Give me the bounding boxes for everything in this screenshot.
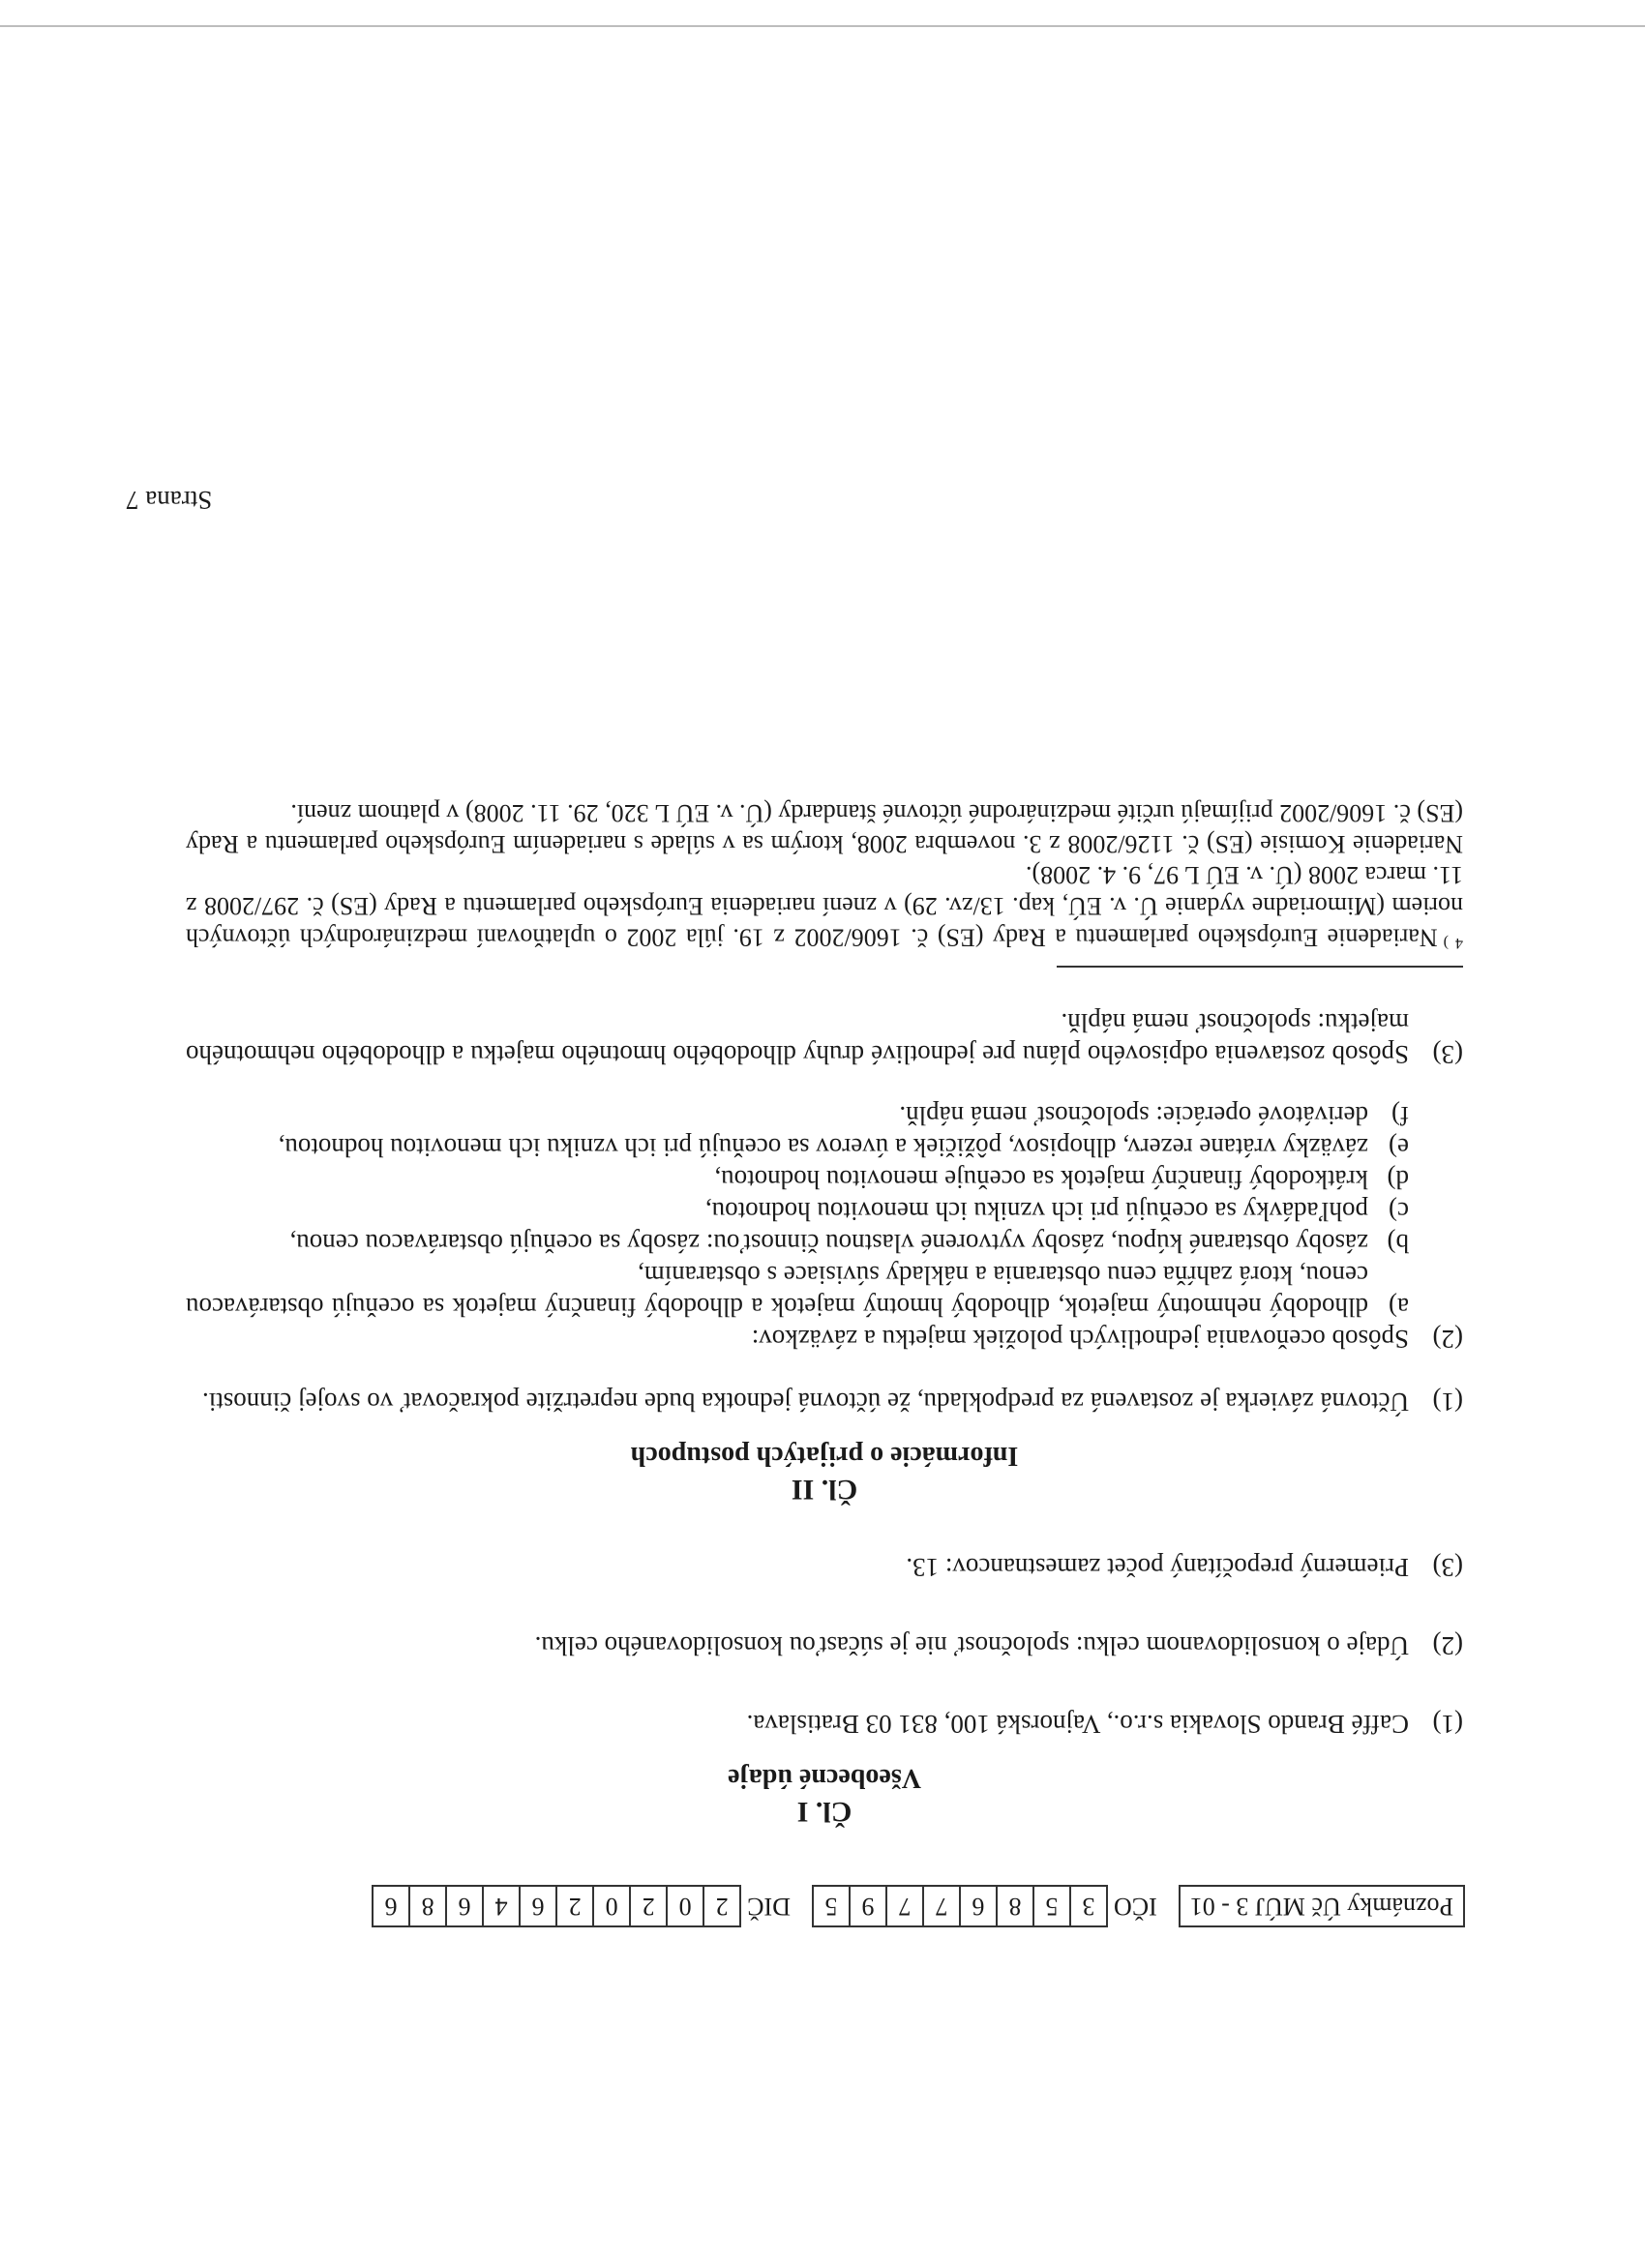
dic-digit: 6 <box>519 1885 557 1927</box>
dic-digit: 2 <box>703 1885 741 1927</box>
list-item-text: záväzky vrátane rezerv, dlhopisov, pôžičiek a úverov sa oceňujú pri ich vzniku ich menovitou hodnotou, <box>278 1133 1368 1162</box>
ico-digit: 5 <box>1032 1885 1071 1927</box>
paragraph-number: (2) <box>1432 1325 1463 1354</box>
footnote-mark: 4 ) <box>1443 935 1463 951</box>
ico-digit: 7 <box>922 1885 961 1927</box>
paragraph-text: Caffé Brando Slovakia s.r.o., Vajnorská 100, 831 03 Bratislava. <box>746 1710 1409 1739</box>
paragraph-text: Údaje o konsolidovanom celku: spoločnosť nie je súčasťou konsolidovaného celku. <box>534 1631 1409 1660</box>
footnote-continued: Nariadenie Komisie (ES) č. 1126/2008 z 3. novembra 2008, ktorým sa v súlade s nariadením Európskeho parlamentu a Rady (ES) č. 1606/2002 prijímajú určité medzinárodné účtovné štandardy (Ú. v. EÚ L 320, 29. 11. 2008) v platnom znení. <box>186 799 1463 859</box>
list-item-text: zásoby obstarané kúpou, zásoby vytvorené vlastnou činnosťou: zásoby sa oceňujú obstarávacou cenou, <box>289 1229 1368 1258</box>
list-item <box>186 1227 1409 1259</box>
paragraph-number: (3) <box>1432 1040 1463 1069</box>
paragraph-number: (1) <box>1432 1710 1463 1739</box>
scan-edge-line <box>0 25 1645 27</box>
paragraph <box>186 1386 1463 1418</box>
ico-digit: 5 <box>812 1885 851 1927</box>
list-item-letter: f) <box>1391 1101 1409 1130</box>
section-subheading: Informácie o prijatých postupoch <box>630 1441 1019 1471</box>
list-item <box>186 1259 1409 1323</box>
paragraph <box>186 1099 1463 1355</box>
ico-digit: 8 <box>996 1885 1034 1927</box>
paragraph <box>186 1629 1463 1661</box>
list-item <box>186 1099 1409 1131</box>
list-item-letter: e) <box>1389 1133 1409 1162</box>
dic-digit: 6 <box>372 1885 410 1927</box>
list-item <box>186 1195 1409 1227</box>
list-item-letter: d) <box>1387 1165 1409 1194</box>
paragraph <box>186 1006 1463 1070</box>
footnote-divider <box>1057 966 1463 968</box>
paragraph-text: Účtovná závierka je zostavená za predpokladu, že účtovná jednotka bude nepretržite pokračovať vo svojej činnosti. <box>201 1388 1409 1417</box>
page-number: Strana 7 <box>126 486 213 515</box>
ico-digit: 9 <box>849 1885 887 1927</box>
list-item-text: pohľadávky sa oceňujú pri ich vzniku ich menovitou hodnotou, <box>704 1197 1368 1226</box>
footnote <box>186 859 1463 958</box>
list-item-text: derivátové operácie: spoločnosť nemá náplň. <box>899 1101 1368 1130</box>
paragraph-number: (3) <box>1432 1553 1463 1582</box>
list-item-letter: a) <box>1389 1293 1409 1322</box>
section-subheading: Všeobecné údaje <box>728 1763 921 1793</box>
paragraph-number: (2) <box>1432 1631 1463 1660</box>
ico-digit: 3 <box>1069 1885 1108 1927</box>
dic-digit: 2 <box>629 1885 668 1927</box>
list-item-text: dlhodobý nehmotný majetok, dlhodobý hmotný majetok a dlhodobý finančný majetok sa oceňujú obstarávacou cenou, ktorá zahŕňa cenu obstarania a náklady súvisiace s obstaraním, <box>186 1261 1368 1322</box>
dic-digit: 6 <box>445 1885 484 1927</box>
dic-digit: 4 <box>482 1885 521 1927</box>
dic-digit: 2 <box>555 1885 594 1927</box>
dic-digit: 0 <box>592 1885 631 1927</box>
list-item-text: krátkodobý finančný majetok sa oceňuje menovitou hodnotou, <box>714 1165 1368 1194</box>
ico-label: IČO <box>1113 1893 1157 1921</box>
section-general <box>186 1551 1463 1829</box>
section-heading: Čl. II <box>791 1474 858 1506</box>
paragraph-number: (1) <box>1432 1388 1463 1417</box>
list-item <box>186 1163 1409 1195</box>
document-body <box>186 797 1463 1858</box>
paragraph-text: Priemerný prepočítaný počet zamestnancov: 13. <box>906 1553 1409 1582</box>
list-item-letter: b) <box>1387 1229 1409 1258</box>
footnote-text: Nariadenie Európskeho parlamentu a Rady (ES) č. 1606/2002 z 19. júla 2002 o uplatňovaní medzinárodných účtovných noriem (Mimoriadne vydanie Ú. v. EÚ, kap. 13/zv. 29) v znení nariadenia Európskeho parlamentu a Rady (ES) č. 297/2008 z 11. marca 2008 (Ú. v. EÚ L 97, 9. 4. 2008). <box>185 861 1463 952</box>
dic-label: DIČ <box>747 1893 791 1921</box>
dic-digit: 0 <box>666 1885 704 1927</box>
ico-digit: 7 <box>885 1885 924 1927</box>
dic-digit: 8 <box>408 1885 447 1927</box>
header-title: Poznámky Úč MÚJ 3 - 01 <box>1179 1885 1465 1927</box>
paragraph-text: Spôsob oceňovania jednotlivých položiek majetku a záväzkov: <box>751 1325 1409 1354</box>
ico-digit: 6 <box>959 1885 998 1927</box>
section-heading: Čl. I <box>796 1796 852 1828</box>
document-header <box>81 1885 1463 1927</box>
list-item <box>186 1131 1409 1163</box>
paragraph <box>186 1551 1463 1583</box>
paragraph <box>186 1708 1463 1740</box>
section-policies <box>186 1006 1463 1507</box>
paragraph-text: Spôsob zostavenia odpisového plánu pre jednotlivé druhy dlhodobého hmotného majetku a dlhodobého nehmotného majetku: spoločnosť nemá náplň. <box>186 1008 1409 1069</box>
list-item-letter: c) <box>1389 1197 1409 1226</box>
